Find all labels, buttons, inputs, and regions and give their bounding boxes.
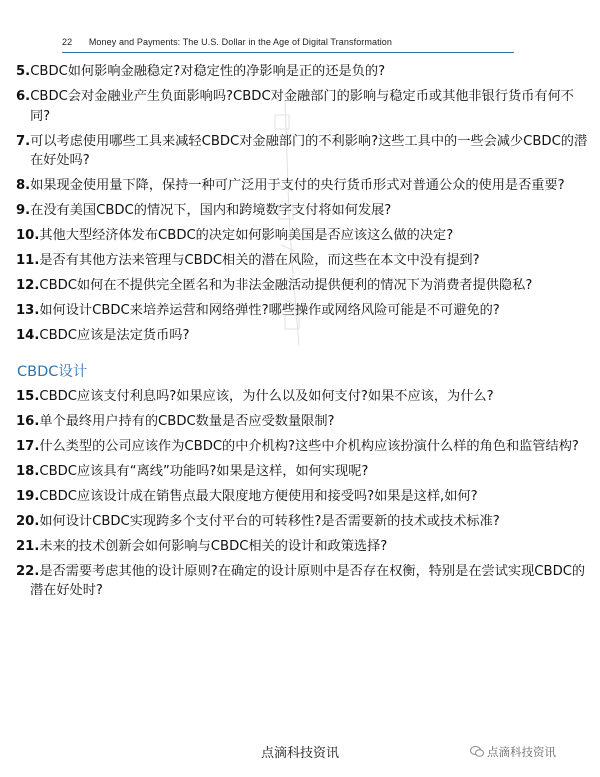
- question-item: [16, 132, 588, 171]
- question-item: [16, 487, 588, 507]
- question-item: [16, 87, 588, 126]
- question-item: [16, 62, 588, 82]
- question-number: 19.: [16, 488, 40, 504]
- question-list: [16, 62, 588, 606]
- question-text: 是否有其他方法来管理与CBDC相关的潜在风险，而这些在本文中没有提到?: [39, 253, 480, 268]
- question-number: 17.: [16, 438, 40, 454]
- question-number: 9.: [16, 203, 31, 218]
- question-item: [16, 512, 588, 532]
- question-text: 如何设计CBDC实现跨多个支付平台的可转移性?是否需要新的技术或技术标准?: [39, 513, 500, 529]
- question-item: [16, 462, 588, 482]
- question-text: CBDC应该设计成在销售点最大限度地方便使用和接受吗?如果是这样,如何?: [39, 488, 478, 504]
- question-text: CBDC应该支付利息吗?如果应该，为什么以及如何支付?如果不应该，为什么?: [39, 388, 494, 404]
- question-number: 8.: [16, 178, 31, 193]
- question-text: CBDC如何影响金融稳定?对稳定性的净影响是正的还是负的?: [30, 64, 386, 79]
- question-group-2: [16, 387, 588, 601]
- question-number: 7.: [16, 133, 31, 149]
- question-group-1: [16, 62, 588, 346]
- question-text: 什么类型的公司应该作为CBDC的中介机构?这些中介机构应该扮演什么样的角色和监管结构?: [39, 438, 579, 454]
- header-rule: [62, 52, 514, 53]
- wechat-label: 点滴科技资讯: [487, 745, 556, 759]
- question-number: 13.: [16, 303, 40, 318]
- question-item: [16, 251, 588, 271]
- question-number: 6.: [16, 89, 31, 104]
- section-heading-cbdc-design: CBDC设计: [17, 363, 88, 380]
- question-text: CBDC如何在不提供完全匿名和为非法金融活动提供便利的情况下为消费者提供隐私?: [39, 278, 533, 293]
- footer-source: 点滴科技资讯: [260, 746, 339, 761]
- question-text: CBDC会对金融业产生负面影响吗?CBDC对金融部门的影响与稳定币或其他非银行货币有何不同?: [30, 89, 574, 124]
- question-text: 是否需要考虑其他的设计原则?在确定的设计原则中是否存在权衡，特别是在尝试实现CBDC的潜在好处时?: [30, 563, 586, 598]
- question-item: [16, 326, 588, 346]
- page-number: 22: [62, 37, 73, 47]
- question-item: [16, 562, 588, 601]
- running-header: [62, 37, 392, 47]
- question-item: [16, 537, 588, 557]
- question-text: 在没有美国CBDC的情况下，国内和跨境数字支付将如何发展?: [30, 203, 392, 218]
- question-number: 21.: [16, 538, 40, 554]
- question-number: 16.: [16, 413, 40, 429]
- question-text: 未来的技术创新会如何影响与CBDC相关的设计和政策选择?: [39, 538, 388, 554]
- question-text: CBDC应该具有“离线”功能吗?如果是这样，如何实现呢?: [39, 463, 369, 479]
- question-text: 如果现金使用量下降，保持一种可广泛用于支付的央行货币形式对普通公众的使用是否重要?: [30, 178, 565, 193]
- question-item: [16, 437, 588, 457]
- question-text: 其他大型经济体发布CBDC的决定如何影响美国是否应该这么做的决定?: [39, 228, 454, 243]
- question-text: 可以考虑使用哪些工具来减轻CBDC对金融部门的不利影响?这些工具中的一些会减少CBDC的潜在好处吗?: [30, 133, 588, 168]
- question-number: 14.: [16, 328, 40, 343]
- running-title: Money and Payments: The U.S. Dollar in the Age of Digital Transformation: [88, 37, 393, 47]
- question-item: [16, 301, 588, 321]
- question-item: [16, 412, 588, 432]
- question-number: 5.: [16, 64, 31, 79]
- question-item: [16, 176, 588, 196]
- question-item: [16, 201, 588, 221]
- question-item: [16, 276, 588, 296]
- question-text: 单个最终用户持有的CBDC数量是否应受数量限制?: [39, 413, 335, 429]
- question-number: 12.: [16, 278, 40, 293]
- question-number: 22.: [16, 563, 40, 579]
- question-number: 11.: [16, 253, 40, 268]
- question-item: [16, 387, 588, 407]
- question-number: 15.: [16, 388, 40, 404]
- question-text: 如何设计CBDC来培养运营和网络弹性?哪些操作或网络风险可能是不可避免的?: [39, 303, 500, 318]
- question-text: CBDC应该是法定货币吗?: [39, 328, 190, 343]
- question-item: [16, 226, 588, 246]
- wechat-icon: [470, 746, 484, 757]
- question-number: 20.: [16, 513, 40, 529]
- question-number: 10.: [16, 228, 40, 243]
- question-number: 18.: [16, 463, 40, 479]
- wechat-watermark: [470, 744, 556, 760]
